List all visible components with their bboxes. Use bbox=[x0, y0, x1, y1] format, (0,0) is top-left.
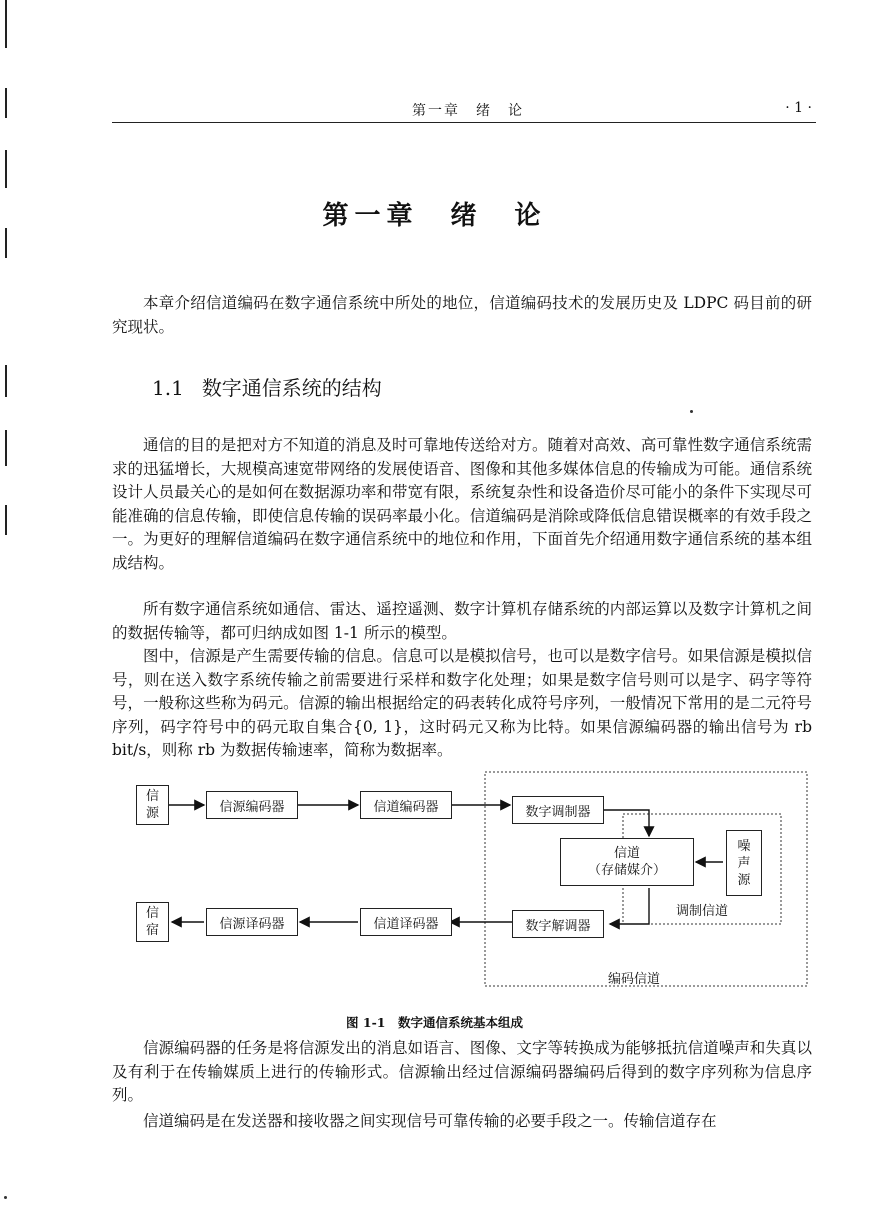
coding-channel-label: 编码信道 bbox=[608, 972, 661, 987]
source-box bbox=[136, 785, 169, 825]
body-paragraph-4: 信源编码器的任务是将信源发出的消息如语言、图像、文字等转换成为能够抵抗信道噪声和失真以及有利于在传输媒质上进行的传输形式。信源输出经过信源编码器编码后得到的数字序列称为信息序列。 bbox=[112, 1039, 812, 1104]
section-title: 数字通信系统的结构 bbox=[201, 376, 382, 400]
body-paragraph-3: 图中，信源是产生需要传输的信息。信息可以是模拟信号，也可以是数字信号。如果信源是模拟信号，则在送入数字系统传输之前需要进行采样和数字化处理；如果是数字信号则可以是字、码字等符号，一般称这些称为码元。信源的输出根据给定的码表转化成符号序列，一般情况下常用的是二元符号序列，码字符号中的码元取自集合{0, 1}，这时码元又称为比特。如果信源编码器的输出信号为 rb bit/s，则称 rb 为数据传输速率，简称为数据率。 bbox=[112, 647, 812, 759]
scan-margin-mark bbox=[5, 88, 7, 118]
scan-speck bbox=[690, 410, 693, 413]
sink-label: 信宿 bbox=[145, 906, 159, 938]
source-encoder-box: 信源编码器 bbox=[206, 791, 298, 819]
scan-margin-mark bbox=[5, 430, 7, 466]
scan-margin-mark bbox=[5, 365, 7, 397]
noise-source-label: 噪声源 bbox=[737, 838, 751, 888]
source-decoder-box: 信源译码器 bbox=[206, 908, 298, 936]
demodulator-box: 数字解调器 bbox=[512, 910, 604, 938]
figure-caption: 图 1-1 数字通信系统基本组成 bbox=[346, 1015, 523, 1030]
scan-margin-mark bbox=[5, 505, 7, 535]
block-diagram bbox=[130, 770, 810, 995]
intro-paragraph: 本章介绍信道编码在数字通信系统中所处的地位，信道编码技术的发展历史及 LDPC 码目前的研究现状。 bbox=[112, 294, 812, 336]
scan-margin-mark bbox=[5, 228, 7, 258]
channel-encoder-box: 信道编码器 bbox=[360, 791, 452, 819]
scan-margin-mark bbox=[5, 0, 7, 48]
running-header bbox=[112, 100, 816, 123]
header-title: 第一章 绪 论 bbox=[412, 103, 524, 119]
body-paragraph-2: 所有数字通信系统如通信、雷达、遥控遥测、数字计算机存储系统的内部运算以及数字计算机之间的数据传输等，都可归纳成如图 1-1 所示的模型。 bbox=[112, 600, 812, 642]
chapter-title: 第一章 绪 论 bbox=[322, 201, 547, 231]
section-number: 1.1 bbox=[152, 376, 184, 400]
scan-speck bbox=[4, 1196, 7, 1199]
noise-source-box bbox=[726, 830, 762, 896]
body-paragraph-1: 通信的目的是把对方不知道的消息及时可靠地传送给对方。随着对高效、高可靠性数字通信系统需求的迅猛增长，大规模高速宽带网络的发展使语音、图像和其他多媒体信息的传输成为可能。通信系统设计人员最关心的是如何在数据源功率和带宽有限，系统复杂性和设备造价尽可能小的条件下实现尽可能准确的信息传输，即使信息传输的误码率最小化。信道编码是消除或降低信息错误概率的有效手段之一。为更好的理解信道编码在数字通信系统中的地位和作用，下面首先介绍通用数字通信系统的基本组成结构。 bbox=[112, 436, 812, 572]
channel-label: 信道 bbox=[613, 846, 640, 861]
section-heading bbox=[152, 372, 382, 401]
storage-medium-label: （存储媒介） bbox=[587, 863, 666, 878]
channel-box bbox=[560, 838, 694, 886]
page-number: · 1 · bbox=[785, 100, 812, 116]
source-label: 信源 bbox=[145, 789, 159, 821]
scan-margin-mark bbox=[5, 150, 7, 188]
modulator-box: 数字调制器 bbox=[512, 796, 604, 824]
body-paragraph-5: 信道编码是在发送器和接收器之间实现信号可靠传输的必要手段之一。传输信道存在 bbox=[143, 1112, 717, 1130]
modulation-channel-label: 调制信道 bbox=[676, 904, 729, 919]
channel-decoder-box: 信道译码器 bbox=[360, 908, 452, 936]
sink-box bbox=[136, 902, 169, 942]
